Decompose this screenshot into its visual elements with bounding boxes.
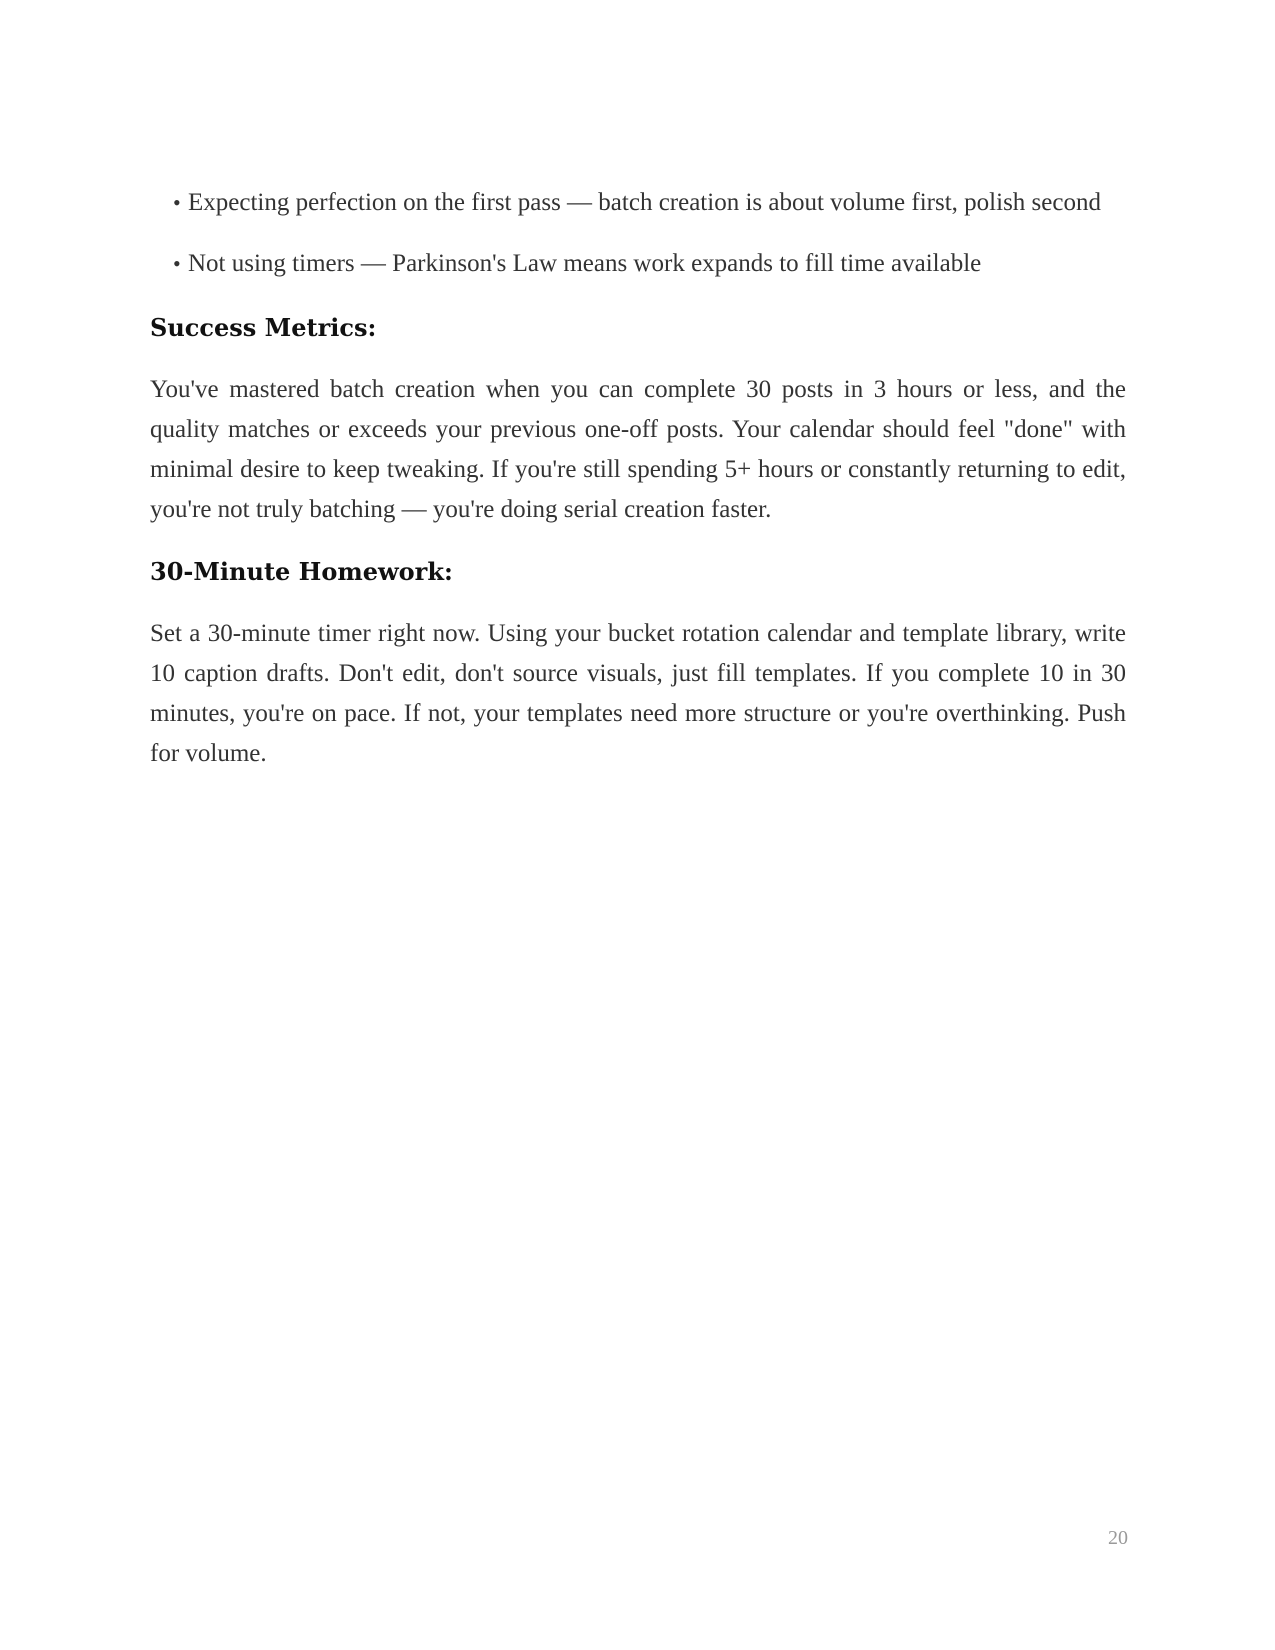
success-metrics-paragraph: You've mastered batch creation when you can complete 30 posts in 3 hours or less, and the quality matches or exceeds your previous one-off posts. Your calendar should feel "done" with minimal desire to keep tweaking. If you're still spending 5+ hours or constantly returning to edit, you're not truly batching — you're doing serial creation faster. <box>150 376 1126 523</box>
homework-paragraph: Set a 30-minute timer right now. Using your bucket rotation calendar and template library, write 10 caption drafts. Don't edit, don't source visuals, just fill templates. If you complete 10 in 30 minutes, you're on pace. If not, your templates need more structure or you're overthinking. Push for volume. <box>150 620 1126 767</box>
success-metrics-heading: Success Metrics: <box>150 313 377 342</box>
bullet-marker: • <box>173 190 181 215</box>
document-page <box>150 180 1126 774</box>
mistakes-bullet-list <box>150 180 1126 286</box>
list-item <box>150 180 1126 225</box>
page-number: 20 <box>1108 1527 1128 1549</box>
homework-heading: 30-Minute Homework: <box>150 557 453 586</box>
list-item <box>150 241 1126 286</box>
bullet-text: Not using timers — Parkinson's Law means work expands to fill time available <box>188 250 982 277</box>
bullet-text: Expecting perfection on the first pass — batch creation is about volume first, polish second <box>188 189 1101 216</box>
bullet-marker: • <box>173 251 181 276</box>
